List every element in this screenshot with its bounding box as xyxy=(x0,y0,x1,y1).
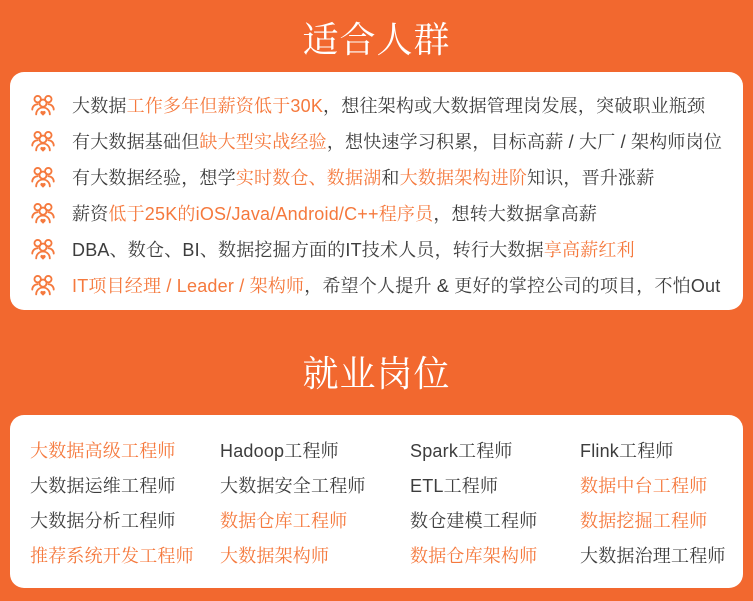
list-item xyxy=(30,267,725,303)
audience-section-title: 适合人群 xyxy=(302,19,451,60)
job-item: 大数据架构师 xyxy=(220,546,330,566)
text-segment: 有大数据经验，想学 xyxy=(72,168,236,188)
list-item xyxy=(30,231,725,267)
highlighted-text-segment: 缺大型实战经验 xyxy=(199,132,327,152)
jobs-grid xyxy=(30,434,733,574)
highlighted-text-segment: 享高薪红利 xyxy=(543,240,635,260)
job-item: 数据挖掘工程师 xyxy=(580,511,708,531)
list-item-text xyxy=(72,128,722,154)
text-segment: 知识，晋升涨薪 xyxy=(527,168,655,188)
list-item xyxy=(30,159,725,195)
list-item xyxy=(30,123,725,159)
text-segment: ，想转大数据拿高薪 xyxy=(433,204,598,224)
group-heart-icon xyxy=(30,272,56,298)
job-item: 数据仓库工程师 xyxy=(220,511,348,531)
list-item-text xyxy=(72,200,597,226)
audience-panel xyxy=(10,72,743,310)
highlighted-text-segment: 实时数仓、数据湖 xyxy=(235,168,382,188)
job-item: 数仓建模工程师 xyxy=(410,511,538,531)
job-item: Flink工程师 xyxy=(580,441,674,461)
list-item-text xyxy=(72,236,635,262)
text-segment: ，想往架构或大数据管理岗发展，突破职业瓶颈 xyxy=(323,96,706,116)
text-segment: 薪资 xyxy=(72,204,109,224)
audience-list xyxy=(30,87,725,303)
job-item: 大数据分析工程师 xyxy=(30,511,176,531)
job-item: 大数据高级工程师 xyxy=(30,441,176,461)
list-item xyxy=(30,195,725,231)
job-item: ETL工程师 xyxy=(410,476,499,496)
group-heart-icon xyxy=(30,200,56,226)
job-item: 数据中台工程师 xyxy=(580,476,708,496)
job-item: Spark工程师 xyxy=(410,441,513,461)
list-item xyxy=(30,87,725,123)
text-segment: DBA、数仓、BI、数据挖掘方面的IT技术人员，转行大数据 xyxy=(72,240,544,260)
job-item: 数据仓库架构师 xyxy=(410,546,538,566)
jobs-panel xyxy=(10,415,743,588)
job-item: 大数据安全工程师 xyxy=(220,476,366,496)
text-segment: ，希望个人提升 & 更好的掌控公司的项目，不怕Out xyxy=(304,276,721,296)
highlighted-text-segment: 大数据架构进阶 xyxy=(399,168,528,188)
list-item-text xyxy=(72,272,720,298)
jobs-section-title: 就业岗位 xyxy=(302,353,451,394)
job-item: 大数据治理工程师 xyxy=(580,546,726,566)
group-heart-icon xyxy=(30,128,56,154)
list-item-text xyxy=(72,92,705,118)
text-segment: 和 xyxy=(381,168,400,188)
job-item: 大数据运维工程师 xyxy=(30,476,176,496)
highlighted-text-segment: IT项目经理 / Leader / 架构师 xyxy=(72,276,305,296)
text-segment: 有大数据基础但 xyxy=(72,132,200,152)
job-item: 推荐系统开发工程师 xyxy=(30,546,194,566)
text-segment: ，想快速学习积累，目标高薪 / 大厂 / 架构师岗位 xyxy=(326,132,723,152)
group-heart-icon xyxy=(30,236,56,262)
group-heart-icon xyxy=(30,164,56,190)
list-item-text xyxy=(72,164,654,190)
job-item: Hadoop工程师 xyxy=(220,441,339,461)
highlighted-text-segment: 工作多年但薪资低于30K xyxy=(126,96,324,116)
text-segment: 大数据 xyxy=(72,96,127,116)
highlighted-text-segment: 低于25K的iOS/Java/Android/C++程序员 xyxy=(108,204,434,224)
group-heart-icon xyxy=(30,92,56,118)
